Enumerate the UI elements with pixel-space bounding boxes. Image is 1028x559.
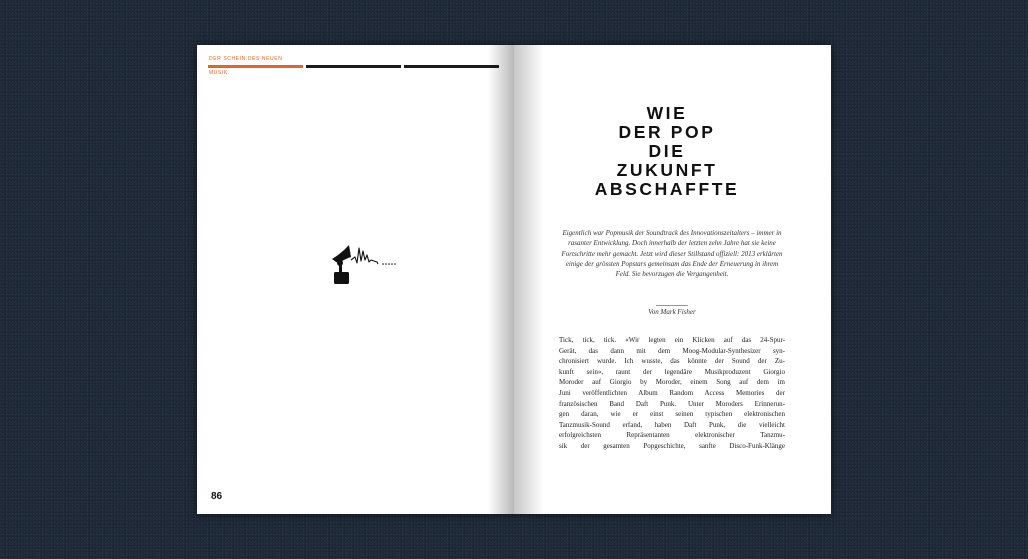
byline-rule xyxy=(656,305,688,306)
body-line: kunft sein», raunt der legendäre Musikproduzent Giorgio xyxy=(559,367,785,376)
section-kicker: DER SCHEIN DES NEUEN xyxy=(209,56,283,62)
body-line: Tick, tick, tick. «Wir legten ein Klicken auf das 24-Spur- xyxy=(559,336,785,344)
body-line: Tanzmusik-Sound erfand, haben Daft Punk, die vielleicht xyxy=(559,420,785,429)
magazine-spread xyxy=(197,45,831,514)
article-body xyxy=(559,335,785,452)
header-rule-middle xyxy=(306,65,401,68)
page-number: 86 xyxy=(211,491,223,502)
title-line: DER POP xyxy=(618,122,716,142)
title-line: ABSCHAFFTE xyxy=(594,179,740,199)
article-byline: Von Mark Fisher xyxy=(648,308,696,316)
body-line: Moroder auf Giorgio by Moroder, einem Song auf dem im xyxy=(559,378,785,387)
gutter-shadow-right xyxy=(514,45,544,514)
header-rule-accent xyxy=(208,65,303,68)
header-rule-right xyxy=(404,65,499,68)
title-line: WIE xyxy=(646,103,688,123)
right-page xyxy=(514,45,831,514)
gramophone-soundwave-icon xyxy=(329,245,403,287)
header-rules xyxy=(208,65,499,68)
body-line: erfolgreichsten Repräsentanten elektronischer Tanzmu- xyxy=(559,431,785,440)
section-label: MUSIK xyxy=(209,70,228,76)
body-line: chronisiert wurde. Ich wusste, das könnte der Sound der Zu- xyxy=(559,357,785,366)
body-line: sik der gesamten Popgeschichte, sanfte Disco-Funk-Klänge xyxy=(559,441,785,450)
body-line: Juni veröffentlichten Album Random Access Memories der xyxy=(559,388,785,397)
article-title xyxy=(554,104,780,199)
body-line: gen daran, wie er einst seinen typischen elektronischen xyxy=(559,410,785,419)
body-line: Gerät, das dann mit dem Moog-Modular-Synthesizer syn- xyxy=(559,346,785,355)
title-line: DIE xyxy=(648,141,686,161)
title-line: ZUKUNFT xyxy=(616,160,718,180)
article-lead: Eigentlich war Popmusik der Soundtrack des Innovationszeitalters – immer in rasanter Entwicklung. Doch innerhalb der letzten zehn Jahre hat sie keine Fortschritte mehr gemacht. Jetzt wird dieser Stillstand offiziell: 2013 erklärten einige der grössten Popstars gemeinsam das Ende der Erneuerung in ihrem Feld. Sie bevorzugen die Vergangenheit. xyxy=(561,229,783,279)
left-page xyxy=(197,45,514,514)
body-line: französischen Band Daft Punk. Unter Moroders Erinnerun- xyxy=(559,399,785,408)
gutter-shadow-left xyxy=(488,45,514,514)
